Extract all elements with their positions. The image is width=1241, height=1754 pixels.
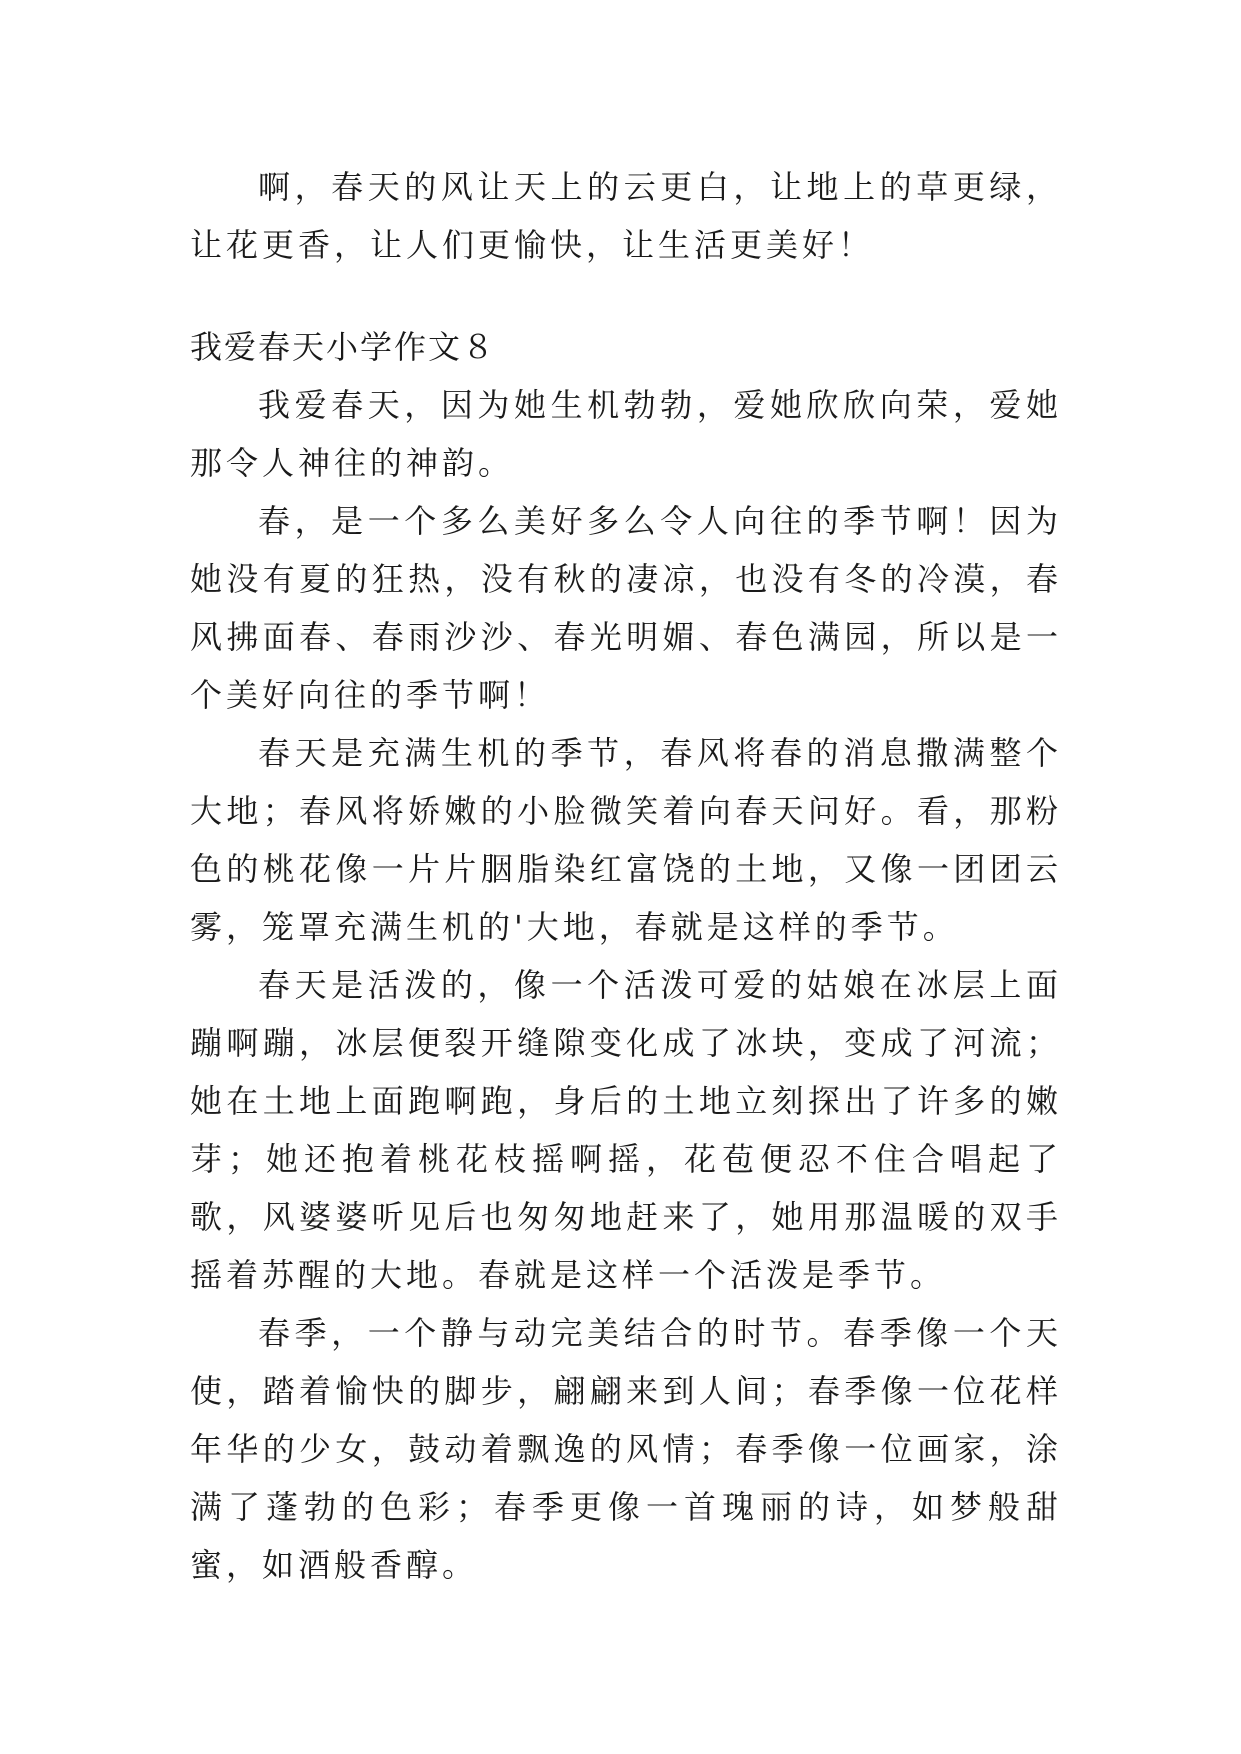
paragraph-5: 春季，一个静与动完美结合的时节。春季像一个天使，踏着愉快的脚步，翩翩来到人间；春季像一位花样年华的少女，鼓动着飘逸的风情；春季像一位画家，涂满了蓬勃的色彩；春季更像一首瑰丽的诗，如梦般甜蜜，如酒般香醇。 xyxy=(190,1314,1062,1584)
paragraph-3: 春天是充满生机的季节，春风将春的消息撒满整个大地；春风将娇嫩的小脸微笑着向春天问好。看，那粉色的桃花像一片片胭脂染红富饶的土地，又像一团团云雾，笼罩充满生机的'大地，春就是这样的季节。 xyxy=(190,734,1062,946)
section-title: 我爱春天小学作文８ xyxy=(190,328,497,366)
document-body xyxy=(190,158,1062,1594)
paragraph-intro: 啊，春天的风让天上的云更白，让地上的草更绿，让花更香，让人们更愉快，让生活更美好！ xyxy=(190,168,1062,264)
paragraph-1: 我爱春天，因为她生机勃勃，爱她欣欣向荣，爱她那令人神往的神韵。 xyxy=(190,386,1062,482)
paragraph-2: 春，是一个多么美好多么令人向往的季节啊！因为她没有夏的狂热，没有秋的凄凉，也没有冬的冷漠，春风拂面春、春雨沙沙、春光明媚、春色满园，所以是一个美好向往的季节啊！ xyxy=(190,502,1062,714)
paragraph-4: 春天是活泼的，像一个活泼可爱的姑娘在冰层上面蹦啊蹦，冰层便裂开缝隙变化成了冰块，变成了河流；她在土地上面跑啊跑，身后的土地立刻探出了许多的嫩芽；她还抱着桃花枝摇啊摇，花苞便忍不住合唱起了歌，风婆婆听见后也匆匆地赶来了，她用那温暖的双手摇着苏醒的大地。春就是这样一个活泼是季节。 xyxy=(190,966,1062,1294)
